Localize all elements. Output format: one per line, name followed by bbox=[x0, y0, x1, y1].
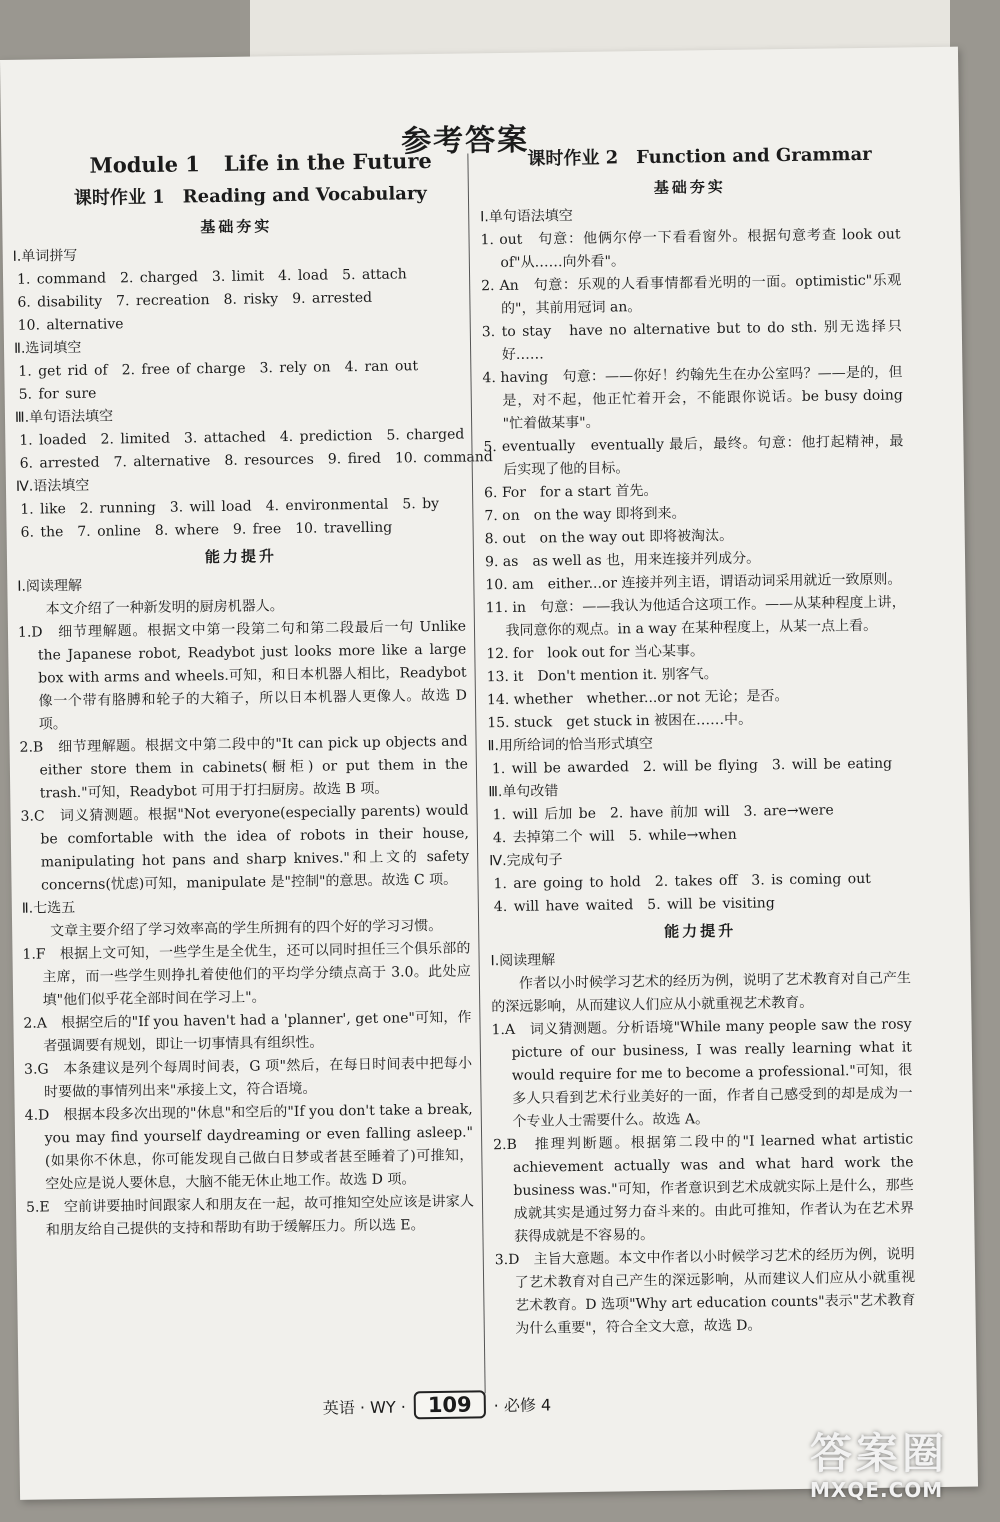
basic-heading: 基础夯实 bbox=[200, 217, 273, 237]
answer-rows bbox=[16, 493, 465, 545]
section-heading: Ⅱ.选词填空 bbox=[13, 339, 82, 357]
explanation-list bbox=[480, 223, 907, 735]
passage-summary: 文章主要介绍了学习效率高的学生所拥有的四个好的学习习惯。 bbox=[50, 917, 443, 940]
answer-rows bbox=[488, 798, 909, 850]
section-heading: Ⅰ.单词拼写 bbox=[12, 247, 78, 265]
explanation-item: 10. am either...or 连接并列主语，谓语动词采用就近一致原则。 bbox=[485, 571, 902, 594]
answer-item: 3. will load bbox=[169, 498, 252, 516]
answer-item: 4. will have waited bbox=[493, 897, 634, 916]
explanation-item: 3. to stay have no alternative but to do sth. 别无选择只好…… bbox=[481, 318, 902, 364]
answer-sheet bbox=[0, 47, 978, 1500]
explanation-item: 13. it Don't mention it. 别客气。 bbox=[486, 666, 718, 686]
answer-rows bbox=[15, 424, 493, 476]
answer-item: 4. load bbox=[277, 267, 329, 285]
ability-heading: 能力提升 bbox=[664, 921, 737, 941]
explanation-item: 9. as as well as 也，用来连接并列成分。 bbox=[484, 550, 761, 571]
answer-item: 3. is coming out bbox=[751, 870, 871, 889]
lesson-2-subtitle: Function and Grammar bbox=[636, 143, 872, 169]
answer-item: 3. rely on bbox=[259, 359, 331, 377]
answer-item: 4. ran out bbox=[344, 358, 419, 376]
answer-item: 7. recreation bbox=[115, 292, 210, 310]
explanation-item: 4. having 句意：——你好！约翰先生在办公室吗？——是的，但是，对不起，他正忙着开会，不能跟你说话。be busy doing "忙着做某事"。 bbox=[482, 364, 903, 433]
explanation-list bbox=[18, 616, 470, 898]
answer-item: 1. command bbox=[16, 270, 107, 288]
lesson-2-name: 课时作业 2 bbox=[527, 147, 619, 170]
section-heading: Ⅲ.单句语法填空 bbox=[14, 408, 114, 426]
answer-item: 8. risky bbox=[223, 291, 279, 308]
answer-item: 2. limited bbox=[100, 430, 171, 448]
lesson-1-subtitle: Reading and Vocabulary bbox=[182, 183, 427, 208]
answer-item: 2. will be flying bbox=[642, 757, 759, 776]
answer-item: 7. online bbox=[77, 523, 141, 540]
section-heading: Ⅰ.阅读理解 bbox=[17, 577, 83, 595]
section-heading: Ⅱ.用所给词的恰当形式填空 bbox=[487, 735, 654, 755]
module-title bbox=[89, 149, 459, 177]
answer-row bbox=[16, 516, 464, 545]
explanation-list bbox=[22, 938, 474, 1243]
answer-item: 8. resources bbox=[224, 451, 314, 469]
answer-item: 1. are going to hold bbox=[493, 874, 641, 893]
explanation-item: 11. in 句意：——我认为他适合这项工作。——从某种程度上讲，我同意你的观点。in a way 在某种程度上，从某一点上看。 bbox=[485, 594, 906, 639]
explanation-item: 5.E 空前讲要抽时间跟家人和朋友在一起，故可推知空处应该是讲家人和朋友给自己提供的支持和帮助有助于缓解压力。所以选 E。 bbox=[25, 1193, 475, 1239]
explanation-item: 2.B 细节理解题。根据文中第二段中的"It can pick up objects and either store them in cabinets(橱柜) or put them in the trash."可知，Readybot 可用于打扫厨房。故选 B 项。 bbox=[19, 733, 468, 802]
answer-item: 1. will be awarded bbox=[491, 759, 630, 778]
answer-item: 3. are→were bbox=[743, 802, 834, 820]
explanation-item: 6. For for a start 首先。 bbox=[483, 482, 658, 502]
passage-summary: 作者以小时候学习艺术的经历为例，说明了艺术教育对自己产生的深远影响，从而建议人们应从小就重视艺术教育。 bbox=[491, 970, 912, 1016]
answer-item: 2. free of charge bbox=[121, 360, 246, 379]
answer-item: 3. will be eating bbox=[771, 755, 893, 774]
answer-item: 2. have 前加 will bbox=[609, 803, 730, 822]
section-heading: Ⅱ.七选五 bbox=[21, 900, 76, 917]
answer-row bbox=[490, 890, 910, 919]
answer-item: 7. alternative bbox=[113, 453, 211, 471]
section-heading: Ⅰ.阅读理解 bbox=[490, 952, 556, 970]
lesson-2-title bbox=[527, 142, 899, 170]
answer-item: 6. the bbox=[20, 524, 64, 541]
page-title: 参考答案 bbox=[400, 122, 530, 160]
section-heading: Ⅰ.单句语法填空 bbox=[480, 208, 573, 226]
answer-item: 2. takes off bbox=[654, 872, 738, 890]
answer-rows bbox=[14, 355, 463, 407]
answer-item: 5. will be visiting bbox=[647, 895, 775, 914]
explanation-item: 2. An 句意：乐观的人看事情都看光明的一面。optimistic"乐观的"，其前用冠词 an。 bbox=[481, 272, 902, 318]
left-column bbox=[11, 147, 493, 1243]
explanation-item: 2.B 推理判断题。根据第二段中的"I learned what artistic achievement actually was and what hard work the business was."可知，作者意识到艺术成就实际上是什么，那些成就其实是通过努力奋斗来的。由此可推知，作者认为在艺术界获得成就是不容易的。 bbox=[493, 1131, 915, 1245]
explanation-item: 1.F 根据上文可知，一些学生是全优生，还可以同时担任三个俱乐部的主席，而一些学生则挣扎着使他们的平均学分绩点高于 3.0。此处应填"他们似乎花全部时间在学习上"。 bbox=[22, 940, 471, 1009]
module-subtitle: Life in the Future bbox=[223, 147, 432, 176]
explanation-list bbox=[491, 1013, 915, 1341]
watermark-url: MXQE.COM bbox=[810, 1478, 944, 1502]
explanation-item: 14. whether whether...or not 无论；是否。 bbox=[486, 688, 789, 709]
answer-item: 2. running bbox=[79, 499, 156, 517]
explanation-item: 2.A 根据空后的"If you haven't had a 'planner', get one"可知，作者强调要有规划，即让一切事情具有组织性。 bbox=[23, 1009, 472, 1055]
answer-item: 9. arrested bbox=[292, 289, 373, 307]
answer-item: 10. travelling bbox=[295, 519, 393, 537]
answer-item: 9. free bbox=[232, 521, 282, 538]
explanation-item: 15. stuck get stuck in 被困在……中。 bbox=[487, 711, 753, 732]
explanation-item: 5. eventually eventually 最后，最终。句意：他打起精神，最后实现了他的目标。 bbox=[483, 433, 904, 479]
explanation-item: 4.D 根据本段多次出现的"休息"和空后的"If you don't take a break, you may find yourself daydreaming or even falling asleep."(如果你不休息，你可能发现自己做白日梦或者甚至睡着了)可推知，空处应是说人要休息，大脑不能无休止地工作。故选 D 项。 bbox=[24, 1101, 474, 1193]
answer-item: 2. charged bbox=[119, 269, 199, 287]
section-heading: Ⅳ.完成句子 bbox=[489, 852, 563, 870]
answer-item: 6. arrested bbox=[19, 454, 100, 472]
explanation-item: 7. on on the way 即将到来。 bbox=[484, 505, 686, 525]
answer-item: 6. disability bbox=[17, 293, 103, 311]
page-footer bbox=[323, 1389, 552, 1420]
answer-item: 4. 去掉第二个 will bbox=[492, 828, 615, 847]
answer-item: 3. limit bbox=[211, 268, 265, 286]
answer-item: 5. attach bbox=[341, 266, 407, 284]
right-column bbox=[479, 142, 916, 1341]
answer-item: 1. will 后加 be bbox=[492, 805, 597, 824]
answer-item: 9. fired bbox=[327, 450, 382, 468]
answer-item: 4. prediction bbox=[279, 427, 373, 446]
page-number: 109 bbox=[414, 1390, 486, 1419]
answer-item: 10. command bbox=[394, 449, 493, 467]
watermark-logo bbox=[810, 1430, 990, 1510]
section-heading: Ⅲ.单句改错 bbox=[488, 783, 559, 801]
answer-item: 1. like bbox=[20, 501, 66, 518]
watermark-text: 答案圈 bbox=[810, 1429, 949, 1478]
answer-item: 1. loaded bbox=[19, 431, 87, 449]
answer-item: 5. while→when bbox=[628, 826, 737, 845]
module-name: Module 1 bbox=[89, 151, 201, 178]
lesson-1-name: 课时作业 1 bbox=[73, 186, 165, 209]
footer-subject: 英语 · WY · bbox=[322, 1396, 407, 1418]
answer-rows bbox=[489, 867, 910, 919]
section-heading: Ⅳ.语法填空 bbox=[15, 477, 90, 495]
explanation-item: 3.G 本条建议是列个每周时间表，G 项"然后，在每日时间表中把每小时要做的事情列出来"承接上文，符合语境。 bbox=[23, 1055, 473, 1101]
explanation-item: 1. out 句意：他俩尔停一下看看窗外。根据句意考查 look out of"从……向外看"。 bbox=[480, 226, 901, 272]
answer-item: 5. charged bbox=[386, 426, 465, 444]
explanation-item: 12. for look out for 当心某事。 bbox=[486, 643, 704, 663]
answer-rows bbox=[13, 263, 462, 338]
basic-heading: 基础夯实 bbox=[653, 177, 726, 197]
lesson-1-title bbox=[74, 182, 460, 210]
passage-summary: 本文介绍了一种新发明的厨房机器人。 bbox=[45, 598, 284, 618]
explanation-item: 8. out on the way out 即将被淘汰。 bbox=[484, 527, 734, 548]
answer-item: 1. get rid of bbox=[18, 362, 108, 380]
explanation-item: 1.A 词义猜测题。分析语境"While many people saw the rosy picture of our business, I was really learning what it would require for me to become a professional."可知，很多人只看到艺术行业美好的一面，作者自己感受到的却是成为一个专业人士需要什么。故选 A。 bbox=[491, 1016, 913, 1130]
answer-item: 5. for sure bbox=[18, 385, 97, 403]
answer-item: 3. attached bbox=[183, 429, 266, 447]
answer-item: 4. environmental bbox=[265, 496, 389, 515]
explanation-item: 1.D 细节理解题。根据文中第一段第二句和第二段最后一句 Unlike the Japanese robot, Readybot just looks more like a large box with arms and wheels.可知，和日本机器人相比，Readybot 像一个带有胳膊和轮子的大箱子，所以日本机器人更像人。故选 D 项。 bbox=[17, 618, 468, 733]
footer-book: · 必修 4 bbox=[493, 1394, 552, 1415]
answer-item: 5. by bbox=[402, 495, 440, 513]
answer-item: 10. alternative bbox=[17, 316, 124, 334]
answer-item: 8. where bbox=[154, 521, 220, 539]
explanation-item: 3.C 词义猜测题。根据"Not everyone(especially parents) would be comfortable with the idea of robots in their house, manipulating hot pans and sharp knives."和上文的 safety concerns(忧虑)可知，manipulate 是"控制"的意思。故选 C 项。 bbox=[20, 802, 470, 894]
ability-heading: 能力提升 bbox=[204, 547, 278, 567]
explanation-item: 3.D 主旨大意题。本文中作者以小时候学习艺术的经历为例，说明了艺术教育对自己产生的深远影响，从而建议人们应从小就重视艺术教育。D 选项"Why art education counts"表示"艺术教育为什么重要"，符合全文大意，故选 D。 bbox=[494, 1246, 916, 1337]
